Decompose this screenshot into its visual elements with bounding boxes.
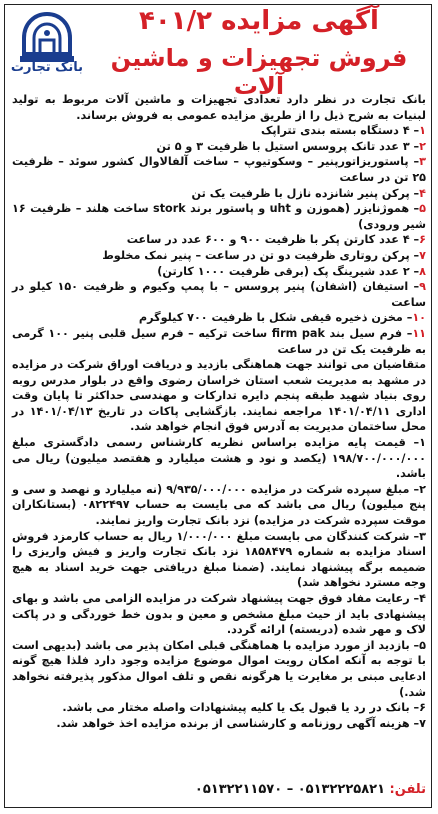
list-item (12, 154, 426, 185)
term-item: ۵– بازدید از مورد مزایده با هماهنگی قبلی امکان پذیر می باشد (بدیهی است با توجه به آنکه امکان رویت اموال موضوع مزایده وجود دارد فلذا هیچ گونه ادعایی مبنی بر مغایرت یا هرگونه نقص و تلف اموال مذکور پذیرفته نخواهد شد.) (12, 638, 426, 699)
item-number: ۲ (419, 139, 426, 153)
ad-title: آگهی مزایده ۴۰۱/۲ (139, 6, 379, 36)
term-item: ۶– بانک در رد یا قبول یک یا کلیه پیشنهادات واصله مختار می باشد. (62, 701, 426, 715)
item-number: ۴ (419, 186, 426, 200)
list-item (12, 279, 426, 310)
item-number: ۶ (419, 233, 426, 247)
term-item: ۲– مبلغ سپرده شرکت در مزایده ۹/۹۳۵/۰۰۰/۰۰۰ (نه میلیارد و نهصد و سی و پنج میلیون) ریال می باشد که می بایست به حساب ۰۸۲۲۴۹۷ (بستانکاران موقت سپرده شرکت در مزایده) نزد بانک تجارت واریز نمایند. (12, 482, 427, 528)
item-number: ۳ (419, 155, 426, 169)
intro-lead: بانک تجارت (361, 93, 426, 106)
phone-numbers: ۰۵۱۳۲۲۲۵۸۲۱ – ۰۵۱۳۲۲۱۱۵۷۰ (194, 782, 386, 797)
item-number: ۷ (419, 248, 426, 262)
item-number: ۱۱ (412, 326, 426, 340)
item-number: ۱ (419, 124, 426, 138)
list-item (12, 232, 426, 248)
item-text: – ۲ عدد شیرینگ پک (برقی ظرفیت ۱۰۰۰ کارتن) (157, 264, 420, 278)
term-item: ۷– هزینه آگهی روزنامه و کارشناسی از برنده مزایده اخذ خواهد شد. (56, 716, 426, 730)
term-item: ۳– شرکت کنندگان می بایست مبلغ ۱/۰۰۰/۰۰۰ ریال به حساب کارمزد فروش اسناد مزایده به شماره ۱۸۵۸۴۷۹ نزد بانک تجارت واریز و فیش واریزی را ضمیمه برگه پیشنهاد نمایند. (ضمنا مبلغ دریافتی جهت خرید اسناد به هیچ وجه مسترد نخواهد شد) (12, 529, 426, 590)
invitation-paragraph: متقاضیان می توانند جهت هماهنگی بازدید و دریافت اوراق شرکت در مزایده در مشهد به مدیریت شعب استان خراسان رضوی واقع در بلوار مدرس روبه روی بنیاد شهید طبقه پنجم دایره تدارکات و مهندسی حداکثر تا پایان وقت اداری ۱۴۰۱/۰۴/۱۱ مراجعه نمایند. بازگشایی پاکات در تاریخ ۱۴۰۱/۰۴/۱۳ در محل ساختمان مدیریت به آدرس فوق انجام خواهد شد. (12, 358, 427, 434)
item-number: ۵ (419, 202, 426, 216)
item-number: ۸ (419, 264, 426, 278)
contact-line (12, 782, 426, 797)
item-text: – ۴ دستگاه بسته بندی تتراپک (260, 124, 420, 138)
list-item (12, 139, 426, 155)
item-text: – ۳ عدد تانک پروسس استیل با ظرفیت ۳ و ۵ تن (156, 139, 420, 153)
list-item (12, 248, 426, 264)
list-item (12, 186, 426, 202)
item-text: – ۴ عدد کارتن پکر با ظرفیت ۹۰۰ و ۶۰۰ عدد در ساعت (126, 233, 420, 247)
item-number: ۹ (419, 280, 426, 294)
term-item: ۴– رعایت مفاد فوق جهت پیشنهاد شرکت در مزایده الزامی می باشد و بهای پیشنهادی باید از حیث مبلغ مشخص و معین و بدون خط خوردگی و در پاکت لاک و مهر شده (دربسته) ارائه گردد. (12, 592, 426, 637)
item-text: – پرکن روتاری ظرفیت دو تن در ساعت – پنیر نمک مخلوط (102, 248, 420, 262)
ad-subtitle: فروش تجهیزات و ماشین آلات (110, 44, 408, 100)
ad-body (12, 92, 426, 731)
list-item (12, 264, 426, 280)
list-item (12, 201, 426, 232)
item-text: – پاستوریزاتورپنیر – وسکوتیوپ – ساخت آلفالاوال کشور سوئد – ظرفیت ۲۵ تن در ساعت (12, 155, 426, 184)
item-text: – پرکن پنیر شانزده نازل با ظرفیت یک تن (191, 186, 420, 200)
list-item (12, 123, 426, 139)
bank-logo-text: بانک تجارت (10, 60, 84, 75)
list-item (12, 310, 426, 326)
header (0, 0, 438, 100)
item-text: – هموژنایزر (هموزن و uht و پاستور برند stork ساخت هلند – ظرفیت ۱۶ شیر ورودی) (12, 202, 426, 231)
item-text: – مخزن ذخیره قیفی شکل با ظرفیت ۷۰۰ کیلوگرم (138, 311, 413, 325)
list-item (12, 326, 426, 357)
item-number: ۱۰ (412, 311, 426, 325)
intro-paragraph (12, 92, 426, 123)
item-text: – فرم سیل بند firm pak ساخت ترکیه – فرم سیل قلبی پنیر ۱۰۰ گرمی به ظرفیت یک تن در ساعت (12, 326, 426, 356)
item-text: – استیفان (اشفان) پنیر پروسس – با پمپ وکیوم و ظرفیت ۱۵۰ کیلو در ساعت (12, 280, 426, 309)
term-item: ۱– قیمت پایه مزایده براساس نظریه کارشناس رسمی دادگستری مبلغ ۱۹۸/۷۰۰/۰۰۰/۰۰۰ (یکصد و نود و هشت میلیارد و هفتصد میلیون) ریال می باشد. (12, 436, 426, 481)
bank-logo-emblem-icon (10, 8, 84, 68)
phone-label: تلفن: (389, 782, 426, 797)
intro-text: در نظر دارد تعدادی تجهیزات و ماشین آلات مربوط به تولید لبنیات به شرح ذیل را از طریق مزایده عمومی به فروش برساند. (12, 93, 426, 122)
